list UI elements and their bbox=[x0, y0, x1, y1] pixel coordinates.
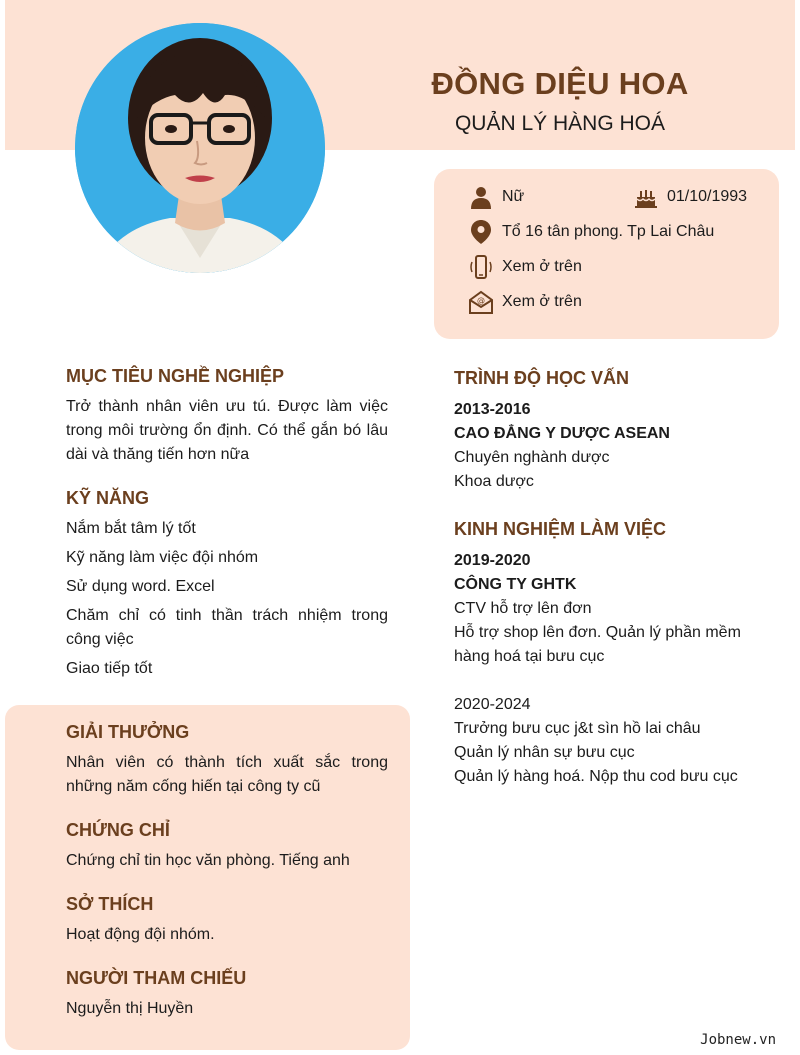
location-pin-icon bbox=[468, 219, 494, 245]
job2-period: 2020-2024 bbox=[454, 696, 531, 713]
job1-period: 2019-2020 bbox=[454, 552, 531, 569]
skill-item: Nắm bắt tâm lý tốt bbox=[66, 520, 196, 537]
job2-description: Quản lý hàng hoá. Nộp thu cod bưu cục bbox=[454, 768, 738, 785]
awards-text: Nhân viên có thành tích xuất sắc trong những năm cống hiến tại công ty cũ bbox=[66, 754, 388, 795]
job1-role: CTV hỗ trợ lên đơn bbox=[454, 600, 592, 617]
hobbies-section bbox=[66, 894, 388, 947]
skill-item: Giao tiếp tốt bbox=[66, 660, 153, 677]
education-major: Chuyên nghành dược bbox=[454, 449, 610, 466]
experience-section bbox=[454, 519, 774, 789]
certificates-title: CHỨNG CHỈ bbox=[66, 820, 170, 840]
email-value: Xem ở trên bbox=[502, 293, 582, 310]
skill-item: Kỹ năng làm việc đội nhóm bbox=[66, 549, 259, 566]
candidate-name: ĐỒNG DIỆU HOA bbox=[431, 66, 689, 101]
objective-text: Trở thành nhân viên ưu tú. Được làm việc trong môi trường ổn định. Có thể gắn bó lâu dài và thăng tiến hơn nữa bbox=[66, 398, 388, 463]
references-section bbox=[66, 968, 388, 1021]
phone-row bbox=[468, 254, 582, 280]
profile-photo bbox=[75, 23, 325, 273]
person-icon bbox=[468, 184, 494, 210]
job-title: QUẢN LÝ HÀNG HOÁ bbox=[454, 112, 666, 135]
mobile-phone-icon bbox=[468, 254, 494, 280]
skills-section bbox=[66, 488, 388, 686]
email-row bbox=[468, 289, 582, 315]
job1-company: CÔNG TY GHTK bbox=[454, 576, 577, 593]
job2-description: Quản lý nhân sự bưu cục bbox=[454, 744, 635, 761]
birthday-value: 01/10/1993 bbox=[667, 188, 748, 205]
education-section bbox=[454, 368, 774, 494]
avatar-illustration bbox=[75, 23, 325, 273]
education-period: 2013-2016 bbox=[454, 401, 531, 418]
skills-title: KỸ NĂNG bbox=[66, 488, 150, 508]
gender-value: Nữ bbox=[502, 188, 525, 205]
education-title: TRÌNH ĐỘ HỌC VẤN bbox=[454, 368, 629, 388]
certificates-section bbox=[66, 820, 388, 873]
svg-text:@: @ bbox=[477, 296, 485, 305]
contact-info-box bbox=[434, 169, 779, 339]
objective-title: MỤC TIÊU NGHỀ NGHIỆP bbox=[66, 366, 285, 386]
awards-section bbox=[66, 722, 388, 799]
hobbies-title: SỞ THÍCH bbox=[66, 894, 154, 914]
email-envelope-icon bbox=[468, 289, 494, 315]
hobbies-text: Hoạt động đội nhóm. bbox=[66, 926, 215, 943]
job1-description: Hỗ trợ shop lên đơn. Quản lý phần mềm hàng hoá tại bưu cục bbox=[454, 624, 741, 665]
job2-role: Trưởng bưu cục j&t sìn hồ lai châu bbox=[454, 720, 701, 737]
address-value: Tổ 16 tân phong. Tp Lai Châu bbox=[502, 223, 715, 240]
cake-icon bbox=[633, 184, 659, 210]
skill-item: Chăm chỉ có tinh thần trách nhiệm trong công việc bbox=[66, 607, 388, 648]
phone-value: Xem ở trên bbox=[502, 258, 582, 275]
address-row bbox=[468, 219, 714, 245]
certificates-text: Chứng chỉ tin học văn phòng. Tiếng anh bbox=[66, 852, 350, 869]
experience-title: KINH NGHIỆM LÀM VIỆC bbox=[454, 519, 667, 539]
birthday-row bbox=[633, 184, 747, 210]
gender-row bbox=[468, 184, 524, 210]
skill-item: Sử dụng word. Excel bbox=[66, 578, 215, 595]
awards-title: GIẢI THƯỞNG bbox=[66, 722, 190, 742]
education-school: CAO ĐẲNG Y DƯỢC ASEAN bbox=[454, 425, 670, 442]
objective-section bbox=[66, 366, 388, 467]
education-faculty: Khoa dược bbox=[454, 473, 534, 490]
references-title: NGƯỜI THAM CHIẾU bbox=[66, 968, 247, 988]
footer-brand: Jobnew.vn bbox=[700, 1032, 776, 1048]
references-text: Nguyễn thị Huyền bbox=[66, 1000, 194, 1017]
